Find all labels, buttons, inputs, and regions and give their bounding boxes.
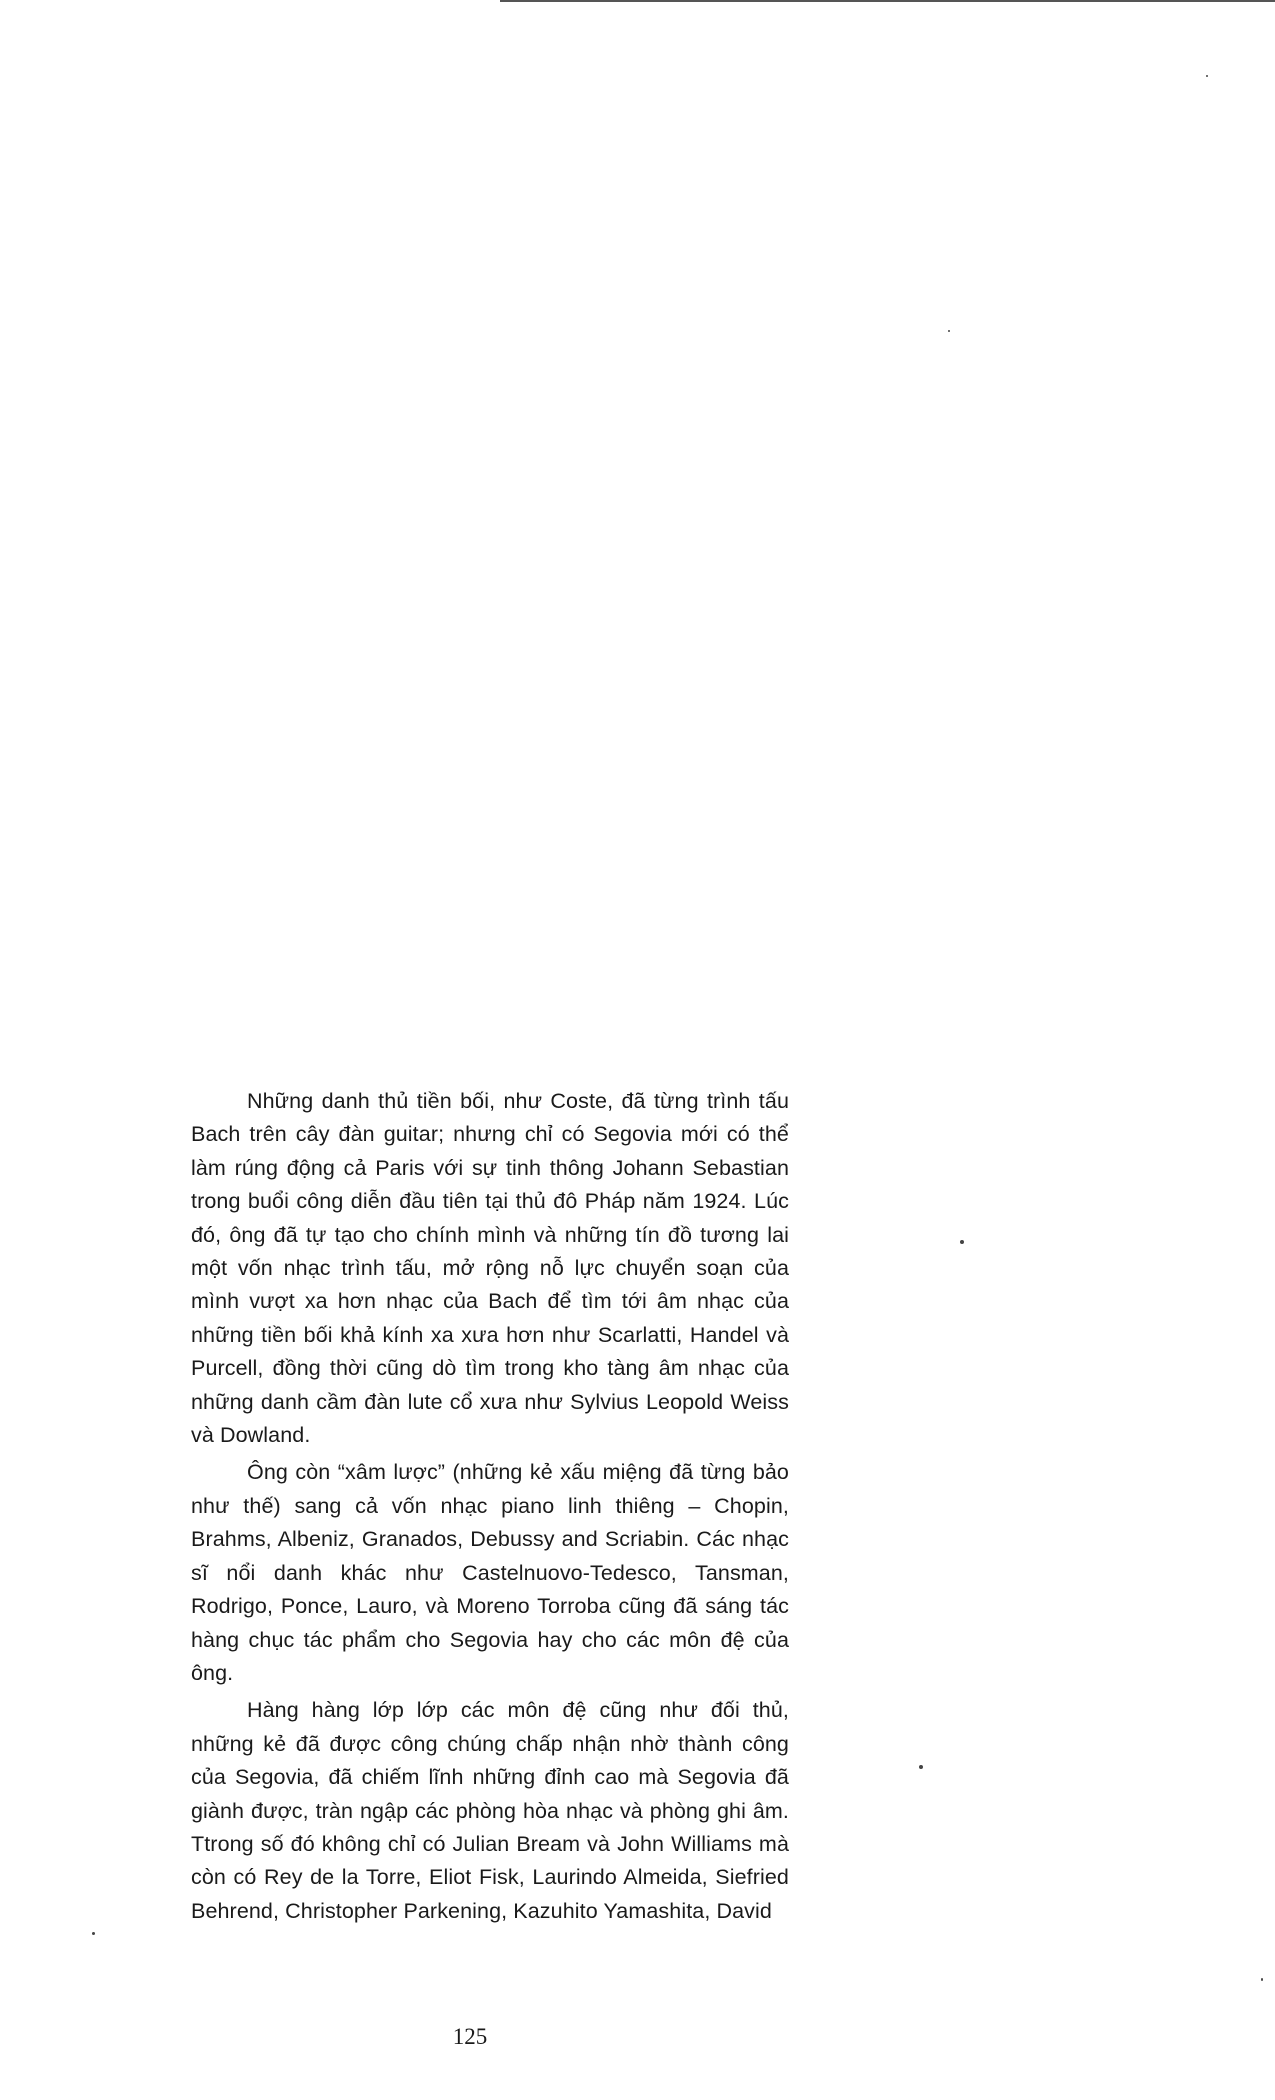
page-number: 125 <box>452 2024 488 2049</box>
paragraph-3: Hàng hàng lớp lớp các môn đệ cũng như đối thủ, những kẻ đã được công chúng chấp nhận nhờ thành công của Segovia, đã chiếm lĩnh những đỉnh cao mà Segovia đã giành được, tràn ngập các phòng hòa nhạc và phòng ghi âm. Ttrong số đó không chỉ có Julian Bream và John Williams mà còn có Rey de la Torre, Eliot Fisk, Laurindo Almeida, Siefried Behrend, Christopher Parkening, Kazuhito Yamashita, David <box>191 1698 789 1923</box>
scan-speck <box>919 1765 923 1769</box>
scan-speck <box>1261 1978 1263 1981</box>
body-text <box>191 1085 789 1932</box>
scan-top-edge-line <box>500 0 1275 2</box>
scan-speck <box>960 1240 964 1244</box>
paragraph-1: Những danh thủ tiền bối, như Coste, đã từng trình tấu Bach trên cây đàn guitar; nhưng chỉ có Segovia mới có thể làm rúng động cả Paris với sự tinh thông Johann Sebastian trong buổi công diễn đầu tiên tại thủ đô Pháp năm 1924. Lúc đó, ông đã tự tạo cho chính mình và những tín đồ tương lai một vốn nhạc trình tấu, mở rộng nỗ lực chuyển soạn của mình vượt xa hơn nhạc của Bach để tìm tới âm nhạc của những tiền bối khả kính xa xưa hơn như Scarlatti, Handel và Purcell, đồng thời cũng dò tìm trong kho tàng âm nhạc của những danh cầm đàn lute cổ xưa như Sylvius Leopold Weiss và Dowland. <box>191 1089 789 1448</box>
paragraph-2: Ông còn “xâm lược” (những kẻ xấu miệng đã từng bảo như thế) sang cả vốn nhạc piano linh thiêng – Chopin, Brahms, Albeniz, Granados, Debussy and Scriabin. Các nhạc sĩ nổi danh khác như Castelnuovo-Tedesco, Tansman, Rodrigo, Ponce, Lauro, và Moreno Torroba cũng đã sáng tác hàng chục tác phẩm cho Segovia hay cho các môn đệ của ông. <box>191 1460 789 1685</box>
scan-speck <box>1206 75 1208 77</box>
scan-speck <box>92 1932 95 1935</box>
scan-speck <box>948 330 950 332</box>
